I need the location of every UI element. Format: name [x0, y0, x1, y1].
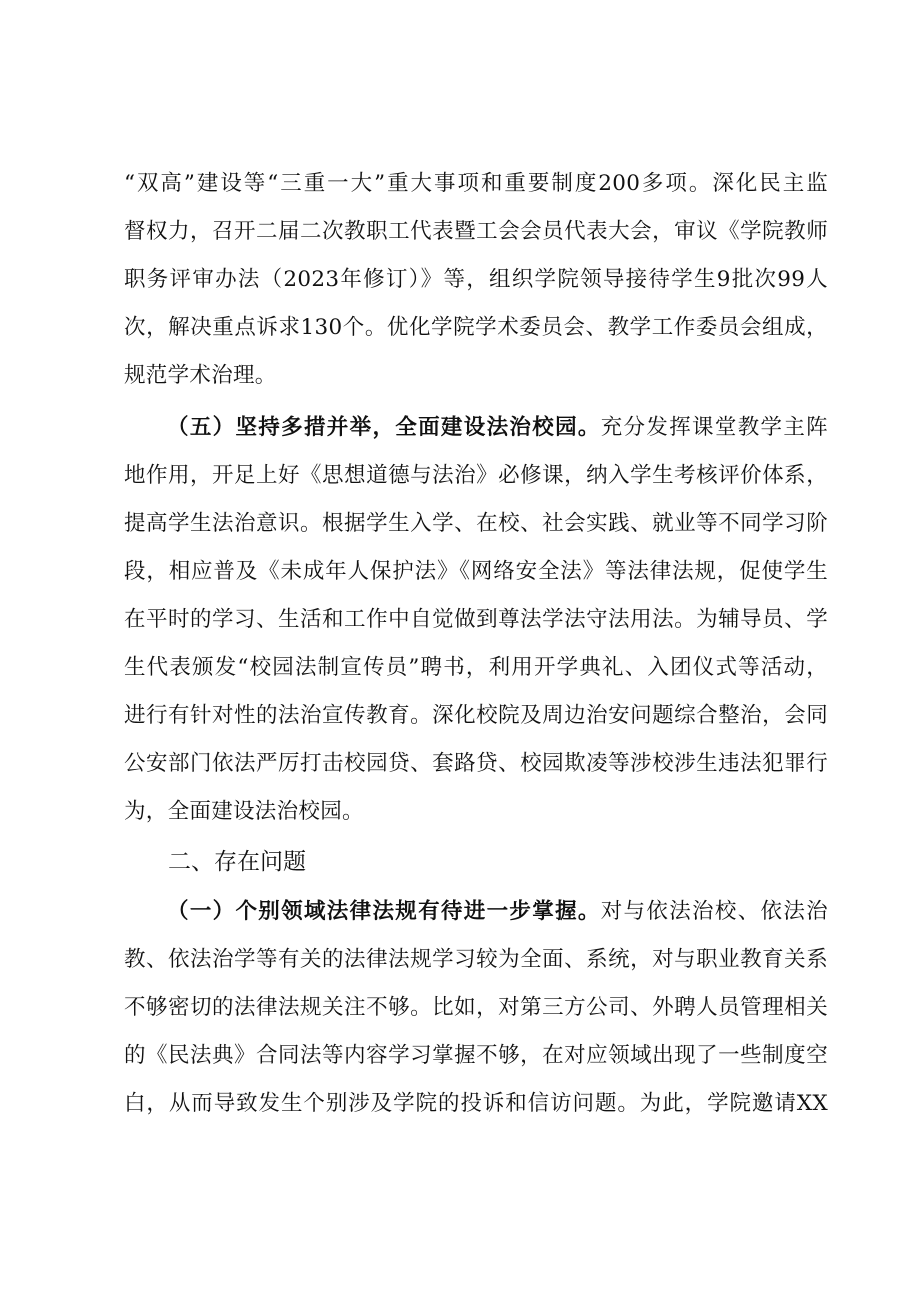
paragraph-rule-of-law-campus [124, 404, 828, 836]
paragraph-line: 地作用，开足上好《思想道德与法治》必修课，纳入学生考核评价体系， [124, 463, 828, 488]
paragraph-line: 的《民法典》合同法等内容学习掌握不够，在对应领域出现了一些制度空 [124, 1043, 828, 1068]
document-page [124, 160, 828, 1128]
paragraph-line: 进行有针对性的法治宣传教育。深化校院及周边治安问题综合整治，会同 [124, 703, 828, 728]
paragraph-first-line [124, 404, 828, 452]
paragraph-line: 在平时的学习、生活和工作中自觉做到尊法学法守法用法。为辅导员、学 [124, 607, 828, 632]
paragraph-line: 不够密切的法律法规关注不够。比如，对第三方公司、外聘人员管理相关 [124, 995, 828, 1020]
paragraph-text: 充分发挥课堂教学主阵 [600, 415, 828, 440]
paragraph-line: 为，全面建设法治校园。 [124, 799, 364, 824]
paragraph-line: “双高”建设等“三重一大”重大事项和重要制度200多项。深化民主监 [124, 171, 828, 196]
paragraph-line: 生代表颁发“校园法制宣传员”聘书，利用开学典礼、入团仪式等活动， [124, 655, 828, 680]
paragraph-line: 规范学术治理。 [124, 363, 277, 388]
paragraph-first-line [124, 888, 828, 936]
paragraph-line: 提高学生法治意识。根据学生入学、在校、社会实践、就业等不同学习阶 [124, 511, 828, 536]
paragraph-democratic-supervision [124, 160, 828, 400]
paragraph-line: 白，从而导致发生个别涉及学院的投诉和信访问题。为此，学院邀请XX [124, 1091, 828, 1116]
paragraph-line: 职务评审办法（2023年修订）》等，组织学院领导接待学生9批次99人 [124, 267, 828, 292]
paragraph-line: 段，相应普及《未成年人保护法》《网络安全法》等法律法规，促使学生 [124, 559, 828, 584]
section-heading: 二、存在问题 [168, 849, 306, 875]
paragraph-line: 次，解决重点诉求130个。优化学院学术委员会、教学工作委员会组成， [124, 315, 828, 340]
paragraph-line: 公安部门依法严厉打击校园贷、套路贷、校园欺凌等涉校涉生违法犯罪行 [124, 751, 828, 776]
paragraph-text: 对与依法治校、依法治 [600, 899, 828, 924]
subsection-heading: （五）坚持多措并举，全面建设法治校园。 [167, 415, 601, 440]
paragraph-line: 教、依法治学等有关的法律法规学习较为全面、系统，对与职业教育关系 [124, 947, 828, 972]
paragraph-line: 督权力，召开二届二次教职工代表暨工会会员代表大会，审议《学院教师 [124, 219, 828, 244]
subsection-heading: （一）个别领域法律法规有待进一步掌握。 [167, 899, 601, 924]
paragraph-legal-knowledge-gaps [124, 888, 828, 1128]
